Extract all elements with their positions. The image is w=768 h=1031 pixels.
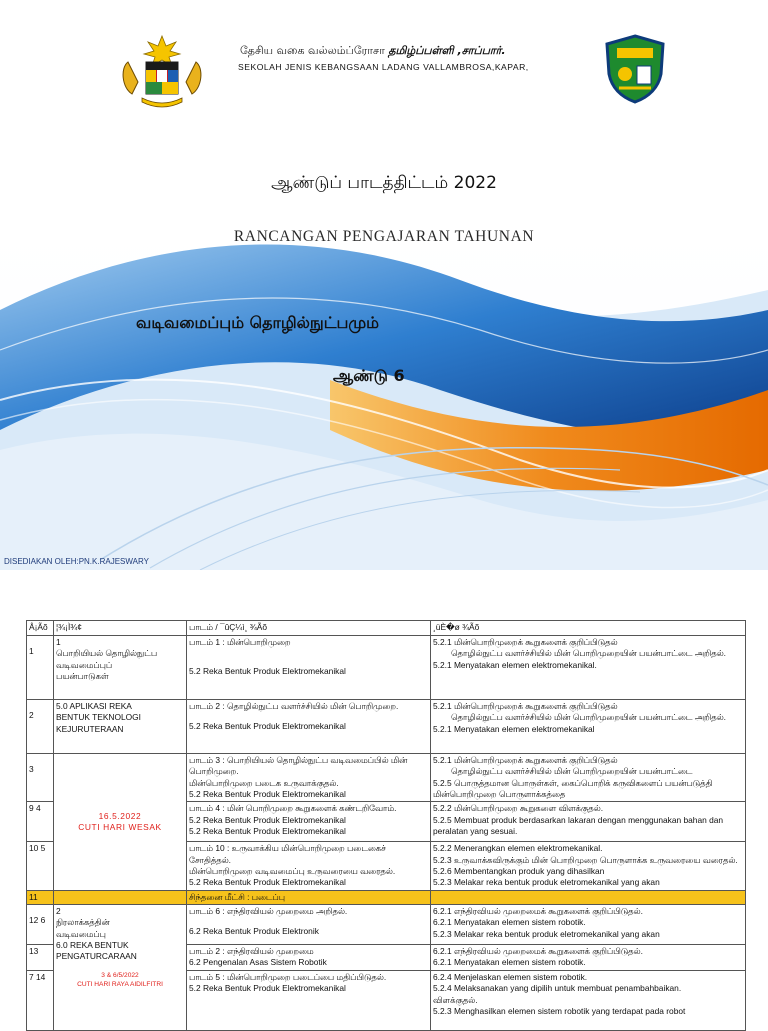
- standard-cell: 5.2.1 மின்பொறிமுறைக் கூறுகளைக் குறிப்பிடுதல் தொழில்நுட்ப வளர்ச்சியில் மின் பொறிமுறையின் பயன்பாட்டை அறிதல். 5.2.1 Menyatakan elemen elektromekanikal: [431, 700, 746, 754]
- topic-cell: பாடம் 4 : மின் பொறிமுறை கூறுகளைக் கண்டறிவோம். 5.2 Reka Bentuk Produk Elektromekanikal 5.2 Reka Bentuk Produk Elektromekanikal: [187, 802, 431, 842]
- standard-cell: 5.2.1 மின்பொறிமுறைக் கூறுகளைக் குறிப்பிடுதல் தொழில்நுட்ப வளர்ச்சியில் மின் பொறிமுறையின் பயன்பாட்டை 5.2.5 பொருத்தமான பொருள்கள், கைப்பொறிக் கருவிகளைப் பயன்படுத்தி மின்பொறிமுறை பொருளாக்கத்தை: [431, 754, 746, 802]
- header-week: Å¡Ãõ: [27, 621, 54, 636]
- year-label: ஆண்டு 6: [333, 366, 405, 385]
- subject-title: வடிவமைப்பும் தொழில்நுட்பமும்: [136, 313, 380, 332]
- unit-cell: [54, 890, 187, 904]
- week-cell: 10 5: [27, 842, 54, 890]
- standard-cell: 5.2.2 Menerangkan elemen elektromekanikal. 5.2.3 உருவாக்கவிருக்கும் மின் பொறிமுறை பொருளாக்க உருவரையை வரைதல். 5.2.6 Membentangkan produk yang dihasilkan 5.2.3 Melakar reka bentuk produk eletromekanikal yang akan: [431, 842, 746, 890]
- week-cell: 12 6: [27, 905, 54, 945]
- unit-cell: 2 நிரலாக்கத்தின் வடிவமைப்பு 6.0 REKA BENTUK PENGATURCARAAN 3 & 6/5/2022 CUTI HARI RAYA AIDILFITRI: [54, 905, 187, 1031]
- header-standard: ¸üÈ�ø ¾Ãõ: [431, 621, 746, 636]
- plan-title-tamil: ஆண்டுப் பாடத்திட்டம் 2022: [271, 173, 497, 193]
- prepared-by-label: DISEDIAKAN OLEH:PN.K.RAJESWARY: [4, 557, 149, 566]
- table-row: [27, 754, 746, 802]
- week-cell: 2: [27, 700, 54, 754]
- week-cell: 11: [27, 890, 54, 904]
- topic-cell: பாடம் 3 : பொறியியல் தொழில்நுட்ப வடிவமைப்பில் மின் பொறிமுறை. மின்பொறிமுறை படைக உருவாக்குதல். 5.2 Reka Bentuk Produk Elektromekanikal: [187, 754, 431, 802]
- week-cell: 13: [27, 945, 54, 971]
- holiday-date: 16.5.2022: [98, 810, 142, 821]
- topic-cell: பாடம் 6 : எந்திரவியல் முறைமை அறிதல். 6.2 Reka Bentuk Produk Elektronik: [187, 905, 431, 945]
- holiday-name: CUTI HARI RAYA AIDILFITRI: [77, 980, 163, 988]
- standard-cell: [431, 890, 746, 904]
- holiday-date: 3 & 6/5/2022: [101, 971, 139, 979]
- unit-cell: 5.0 APLIKASI REKA BENTUK TEKNOLOGI KEJURUTERAAN: [54, 700, 187, 754]
- table-row-review: [27, 890, 746, 904]
- school-shield-logo-icon: [603, 34, 667, 104]
- table-row: [27, 905, 746, 945]
- yearly-plan-table: [26, 620, 746, 1031]
- malaysia-coat-of-arms-icon: [112, 32, 212, 112]
- standard-cell: 6.2.1 எந்திரவியல் முறைமைக் கூறுகளைக் குறிப்பிடுதல். 6.2.1 Menyatakan elemen sistem robotik.: [431, 945, 746, 971]
- week-cell: 3: [27, 754, 54, 802]
- header-topic: பாடம் / ¯ûÇ¼ì¸ ¾Ãõ: [187, 621, 431, 636]
- unit-cell: 1 பொறியியல் தொழில்நுட்ப வடிவமைப்புப் பயன்பாடுகள்: [54, 636, 187, 700]
- week-cell: 7 14: [27, 971, 54, 1031]
- week-cell: 9 4: [27, 802, 54, 842]
- unit-cell: [54, 754, 187, 891]
- topic-cell: பாடம் 10 : உருவாக்கிய மின்பொறிமுறை படைகைச் சோதித்தல். மின்பொறிமுறை வடிவமைப்பு உருவரையை வரைதல். 5.2 Reka Bentuk Produk Elektromekanikal: [187, 842, 431, 890]
- header-unit: ¦¾¡Ì¾¢: [54, 621, 187, 636]
- topic-cell: பாடம் 5 : மின்பொறிமுறை படைப்பை மதிப்பிடுதல். 5.2 Reka Bentuk Produk Elektromekanikal: [187, 971, 431, 1031]
- topic-cell: பாடம் 1 : மின்பொறிமுறை 5.2 Reka Bentuk Produk Elektromekanikal: [187, 636, 431, 700]
- standard-cell: 5.2.1 மின்பொறிமுறைக் கூறுகளைக் குறிப்பிடுதல் தொழில்நுட்ப வளர்ச்சியில் மின் பொறிமுறையின் பயன்பாட்டை அறிதல். 5.2.1 Menyatakan elemen elektromekanikal.: [431, 636, 746, 700]
- standard-cell: 6.2.1 எந்திரவியல் முறைமைக் கூறுகளைக் குறிப்பிடுதல். 6.2.1 Menyatakan elemen sistem robotik. 5.2.3 Melakar reka bentuk produk eletromekanikal yang akan: [431, 905, 746, 945]
- standard-cell: 6.2.4 Menjelaskan elemen sistem robotik. 5.2.4 Melaksanakan yang dipilih untuk membuat penambahbaikan. விளக்குதல். 5.2.3 Menghasilkan elemen sistem robotik yang terdapat pada robot: [431, 971, 746, 1031]
- table-row: [27, 636, 746, 700]
- school-name-tamil: தேசிய வகை வல்லம்ப்ரோசா தமிழ்ப்பள்ளி ,சாப்பார்.: [240, 44, 506, 57]
- table-row: [27, 700, 746, 754]
- table-header-row: [27, 621, 746, 636]
- topic-cell: பாடம் 2 : எந்திரவியல் முறைமை 6.2 Pengenalan Asas Sistem Robotik: [187, 945, 431, 971]
- school-header: [0, 0, 768, 140]
- topic-cell: பாடம் 2 : தொழில்நுட்ப வளர்ச்சியில் மின் பொறிமுறை. 5.2 Reka Bentuk Produk Elektromekanikal: [187, 700, 431, 754]
- week-cell: 1: [27, 636, 54, 700]
- holiday-name: CUTI HARI WESAK: [78, 821, 162, 832]
- review-label: சிந்தனை மீட்சி : படைப்பு: [187, 890, 431, 904]
- school-name-malay: SEKOLAH JENIS KEBANGSAAN LADANG VALLAMBROSA,KAPAR,: [238, 62, 529, 72]
- standard-cell: 5.2.2 மின்பொறிமுறை கூறுகளை விளக்குதல். 5.2.5 Membuat produk berdasarkan lakaran dengan menggunakan bahan dan peralatan yang sesuai.: [431, 802, 746, 842]
